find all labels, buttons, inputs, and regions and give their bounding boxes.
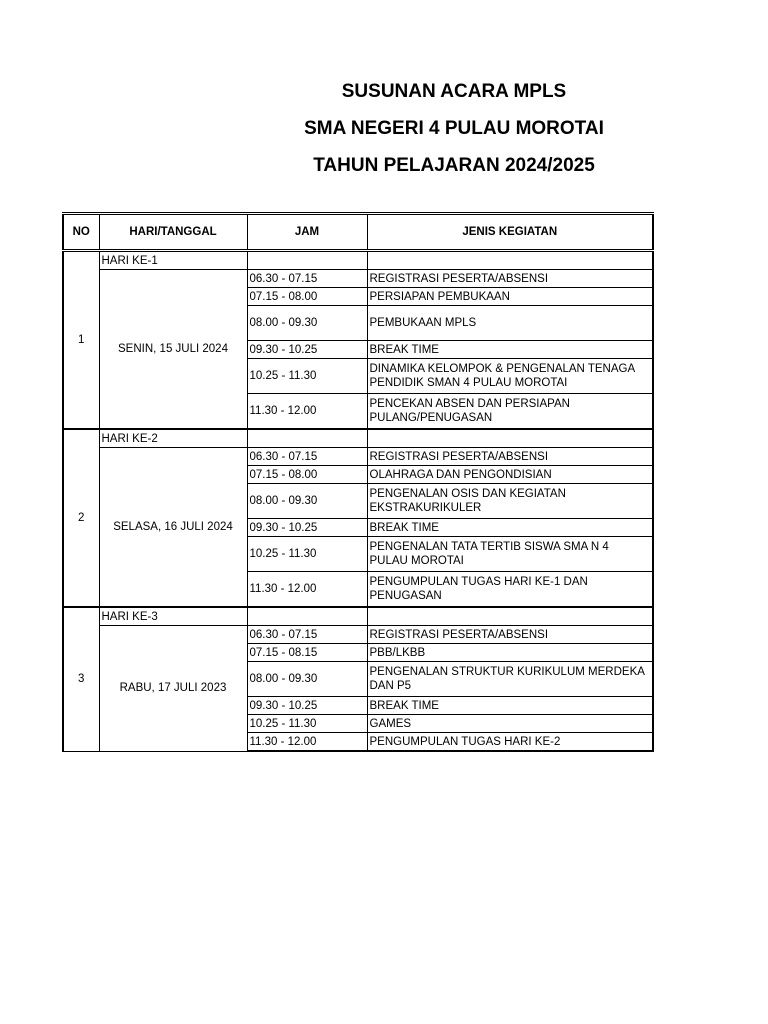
empty-cell xyxy=(247,251,367,270)
title-line-2: SMA NEGERI 4 PULAU MOROTAI xyxy=(304,118,604,139)
time-cell: 11.30 - 12.00 xyxy=(247,394,367,430)
activity-cell: PERSIAPAN PEMBUKAAN xyxy=(367,288,653,306)
time-cell: 08.00 - 09.30 xyxy=(247,662,367,697)
day-date: SELASA, 16 JULI 2024 xyxy=(99,448,247,608)
table-row xyxy=(63,626,653,644)
header-day: HARI/TANGGAL xyxy=(99,214,247,251)
activity-cell: BREAK TIME xyxy=(367,519,653,537)
time-cell: 06.30 - 07.15 xyxy=(247,626,367,644)
time-cell: 08.00 - 09.30 xyxy=(247,484,367,519)
table-row xyxy=(63,251,653,270)
activity-cell: PENCEKAN ABSEN DAN PERSIAPAN PULANG/PENUGASAN xyxy=(367,394,653,430)
time-cell: 09.30 - 10.25 xyxy=(247,697,367,715)
time-cell: 10.25 - 11.30 xyxy=(247,359,367,394)
activity-cell: GAMES xyxy=(367,715,653,733)
header-time: JAM xyxy=(247,214,367,251)
time-cell: 07.15 - 08.00 xyxy=(247,466,367,484)
time-cell: 07.15 - 08.00 xyxy=(247,288,367,306)
day-date: RABU, 17 JULI 2023 xyxy=(99,626,247,752)
table-header-row xyxy=(63,214,653,251)
time-cell: 10.25 - 11.30 xyxy=(247,537,367,572)
time-cell: 09.30 - 10.25 xyxy=(247,519,367,537)
time-cell: 08.00 - 09.30 xyxy=(247,306,367,341)
activity-cell: DINAMIKA KELOMPOK & PENGENALAN TENAGA PENDIDIK SMAN 4 PULAU MOROTAI xyxy=(367,359,653,394)
document-title-block xyxy=(0,78,768,189)
time-cell: 09.30 - 10.25 xyxy=(247,341,367,359)
activity-cell: BREAK TIME xyxy=(367,341,653,359)
time-cell: 07.15 - 08.15 xyxy=(247,644,367,662)
day-number: 2 xyxy=(63,429,99,607)
activity-cell: OLAHRAGA DAN PENGONDISIAN xyxy=(367,466,653,484)
empty-cell xyxy=(247,429,367,448)
empty-cell xyxy=(367,251,653,270)
activity-cell: PENGENALAN STRUKTUR KURIKULUM MERDEKA DAN P5 xyxy=(367,662,653,697)
time-cell: 11.30 - 12.00 xyxy=(247,733,367,752)
day-label: HARI KE-2 xyxy=(99,429,247,448)
activity-cell: PENGENALAN OSIS DAN KEGIATAN EKSTRAKURIKULER xyxy=(367,484,653,519)
title-line-3: TAHUN PELAJARAN 2024/2025 xyxy=(313,155,595,176)
time-cell: 11.30 - 12.00 xyxy=(247,572,367,608)
time-cell: 06.30 - 07.15 xyxy=(247,270,367,288)
title-line-1: SUSUNAN ACARA MPLS xyxy=(341,81,567,102)
table-row xyxy=(63,607,653,626)
table-row xyxy=(63,270,653,288)
activity-cell: PBB/LKBB xyxy=(367,644,653,662)
activity-cell: PENGENALAN TATA TERTIB SISWA SMA N 4 PULAU MOROTAI xyxy=(367,537,653,572)
activity-cell: BREAK TIME xyxy=(367,697,653,715)
day-date: SENIN, 15 JULI 2024 xyxy=(99,270,247,430)
time-cell: 06.30 - 07.15 xyxy=(247,448,367,466)
header-no: NO xyxy=(63,214,99,251)
table-row xyxy=(63,429,653,448)
header-activity: JENIS KEGIATAN xyxy=(367,214,653,251)
day-label: HARI KE-1 xyxy=(99,251,247,270)
table-row xyxy=(63,448,653,466)
activity-cell: REGISTRASI PESERTA/ABSENSI xyxy=(367,448,653,466)
empty-cell xyxy=(247,607,367,626)
activity-cell: REGISTRASI PESERTA/ABSENSI xyxy=(367,270,653,288)
time-cell: 10.25 - 11.30 xyxy=(247,715,367,733)
schedule-table xyxy=(62,212,654,752)
empty-cell xyxy=(367,429,653,448)
day-number: 1 xyxy=(63,251,99,430)
day-number: 3 xyxy=(63,607,99,751)
day-label: HARI KE-3 xyxy=(99,607,247,626)
activity-cell: PEMBUKAAN MPLS xyxy=(367,306,653,341)
activity-cell: PENGUMPULAN TUGAS HARI KE-2 xyxy=(367,733,653,752)
activity-cell: PENGUMPULAN TUGAS HARI KE-1 DAN PENUGASAN xyxy=(367,572,653,608)
activity-cell: REGISTRASI PESERTA/ABSENSI xyxy=(367,626,653,644)
empty-cell xyxy=(367,607,653,626)
